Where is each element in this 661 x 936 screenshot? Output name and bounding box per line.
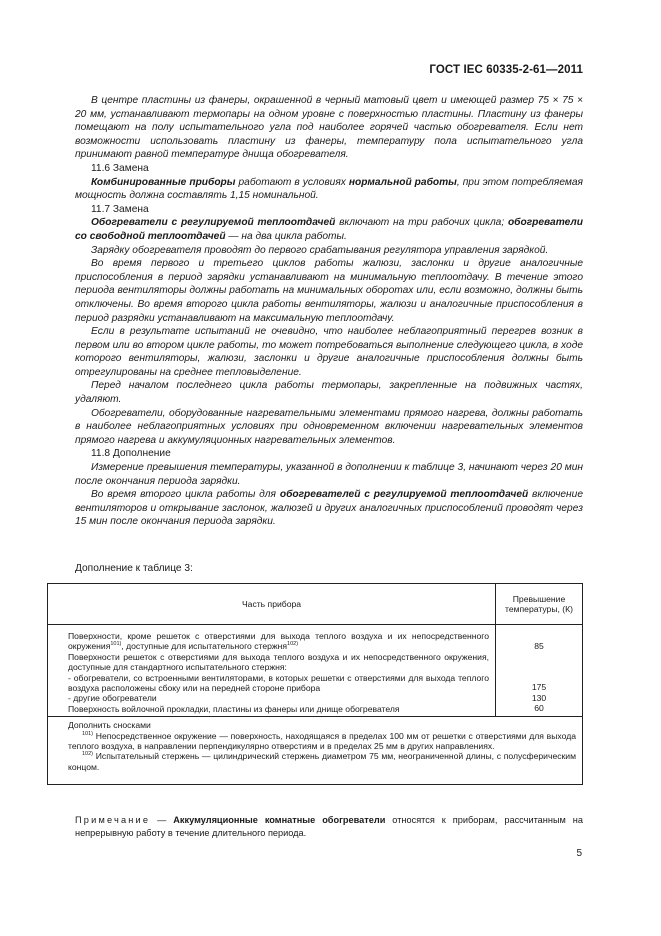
- table-notes-row: [48, 717, 583, 785]
- parts-cell: [48, 625, 496, 717]
- notes-cell: [48, 717, 583, 785]
- document-header: ГОСТ IEC 60335-2-61—2011: [429, 64, 583, 76]
- note-102: [68, 751, 576, 772]
- paragraph-plywood: В центре пластины из фанеры, окрашенной в черный матовый цвет и имеющей размер 75 × 75 × 20 мм, устанавливают термопары на одном уровне с поверхностью пластины. Пластину из фанеры помещают на полу испытательного угла под наиболее горячей частью обогревателя. Если нет возможности использовать пластину из фанеры, температуру пола испытательного угла принимают равной температуре днища обогревателя.: [75, 95, 583, 161]
- paragraph-temperature-rise: Измерение превышения температуры, указанной в дополнении к таблице 3, начинают через 20 мин после окончания периода зарядки.: [75, 462, 583, 487]
- column-header-part: Часть прибора: [48, 584, 496, 625]
- text-span: , при этом потребляемая мощность должна составлять 1,15 номинальной.: [75, 176, 584, 202]
- paragraph-direct-heating: Обогреватели, оборудованные нагревательными элементами прямого нагрева, должны работать в наиболее неблагоприятных условиях при одновременном включении нагревательных элементов прямого нагрева и аккумуляционных нагревательных элементов.: [75, 407, 583, 446]
- values-cell: [496, 625, 583, 717]
- term-storage-heaters: Аккумуляционные комнатные обогреватели: [173, 815, 386, 825]
- page-number: 5: [576, 848, 582, 859]
- notes-title: Дополнить сносками: [68, 720, 151, 731]
- text-span: включают на три рабочих цикла;: [335, 217, 508, 229]
- text-span: Во время второго цикла работы для: [91, 489, 280, 501]
- text-span: относятся к приборам, рассчитанным на непрерывную работу в течение длительного периода.: [75, 815, 583, 838]
- footnote-ref: 101): [110, 641, 122, 648]
- note-storage-heaters: [75, 814, 583, 840]
- text-span: Непосредственное окружение — поверхность, находящаяся в пределах 100 мм от решетки с отверстиями для выхода теплого воздуха, в направлении перпендикулярно отверстиям и в пределах 25 мм в других направлениях.: [68, 730, 576, 752]
- clause-11-6-heading: 11.6 Замена: [91, 162, 149, 174]
- value-other-heaters: 130: [531, 692, 547, 703]
- footnote-ref: 102): [287, 641, 299, 648]
- text-span: , доступные для испытательного стержня: [121, 641, 288, 652]
- value-felt-pad: 60: [534, 703, 544, 714]
- paragraph-combined-appliances: [75, 176, 583, 203]
- table-header-row: [48, 584, 583, 625]
- term-normal-operation: нормальной работы: [348, 176, 457, 188]
- row-fan-heaters: - обогреватели, со встроенными вентиляторами, в которых решетки с отверстиями для выхода теплого воздуха расположены сбоку или на передней стороне прибора: [68, 672, 489, 694]
- text-span: —: [150, 815, 174, 825]
- text-span: Испытательный стержень — цилиндрический стержень диаметром 75 мм, неограниченной длины, с полусферическим концом.: [68, 751, 576, 772]
- paragraph-cycles: [75, 216, 583, 243]
- row-felt-pad: Поверхность войлочной прокладки, пластины из фанеры или днище обогревателя: [68, 703, 400, 714]
- text-span: — на два цикла работы.: [225, 230, 347, 242]
- paragraph-next-cycle: Если в результате испытаний не очевидно, что наиболее неблагоприятный перегрев возник в первом или во втором цикле работы, то может потребоваться выполнение следующего цикла, в ходе которого вентиляторы, жалюзи, заслонки и другие аналогичные приспособления должны быть отрегулированы на среднее тепловыделение.: [75, 326, 583, 378]
- value-fan-heaters: 175: [531, 682, 547, 693]
- paragraph-thermocouples: Перед началом последнего цикла работы термопары, закрепленные на подвижных частях, удаляют.: [75, 380, 583, 406]
- paragraph-second-cycle: [75, 488, 583, 529]
- temperature-rise-table: [47, 583, 583, 785]
- footnote-ref: 101): [82, 730, 94, 737]
- clause-11-8-heading: 11.8 Дополнение: [91, 448, 171, 460]
- clause-11-7-heading: 11.7 Замена: [91, 203, 149, 215]
- table-intro: Дополнение к таблице 3:: [75, 563, 193, 574]
- text-span: Поверхности, кроме решеток с отверстиями для выхода теплого воздуха и их непосредственного окружения: [68, 631, 489, 652]
- term-adjustable-heat-output-2: обогревателей с регулируемой теплоотдачей: [279, 489, 529, 501]
- term-free-heat-output: обогреватели со свободной теплоотдачей: [75, 217, 583, 242]
- text-span: работают в условиях: [235, 176, 349, 188]
- body-text: [75, 94, 583, 529]
- term-combined-appliances: Комбинированные приборы: [91, 176, 236, 188]
- value-surfaces: 85: [534, 641, 544, 651]
- table-row: [48, 625, 583, 717]
- text-span: включение вентиляторов и открывание заслонок, жалюзей и других аналогичных приспособлений проводят через 15 мин после окончания периода зарядки.: [75, 489, 583, 528]
- note-label: Примечание: [75, 815, 151, 825]
- paragraph-first-third-cycles: Во время первого и третьего циклов работы жалюзи, заслонки и другие аналогичные приспособления в период зарядки устанавливают на минимальную теплоотдачу. В течение этого периода вентиляторы должны работать на минимальных оборотах или, если возможно, должны быть отключены. Во время второго цикла работы вентиляторы, жалюзи и аналогичные приспособления в период разрядки устанавливают на максимальную теплоотдачу.: [75, 258, 583, 324]
- row-other-heaters: - другие обогреватели: [68, 693, 157, 704]
- term-adjustable-heat-output: Обогреватели с регулируемой теплоотдачей: [91, 217, 336, 229]
- note-101: [68, 731, 576, 752]
- row-surfaces: [68, 631, 489, 652]
- footnote-ref: 102): [82, 751, 94, 758]
- paragraph-charging: Зарядку обогревателя проводят до первого срабатывания регулятора управления зарядкой.: [91, 244, 549, 256]
- row-grilles: Поверхности решеток с отверстиями для выхода теплого воздуха и их непосредственного окружения, доступные для стандартного испытательного стержня:: [68, 651, 489, 673]
- column-header-rise: Превышение температуры, (К): [496, 584, 583, 625]
